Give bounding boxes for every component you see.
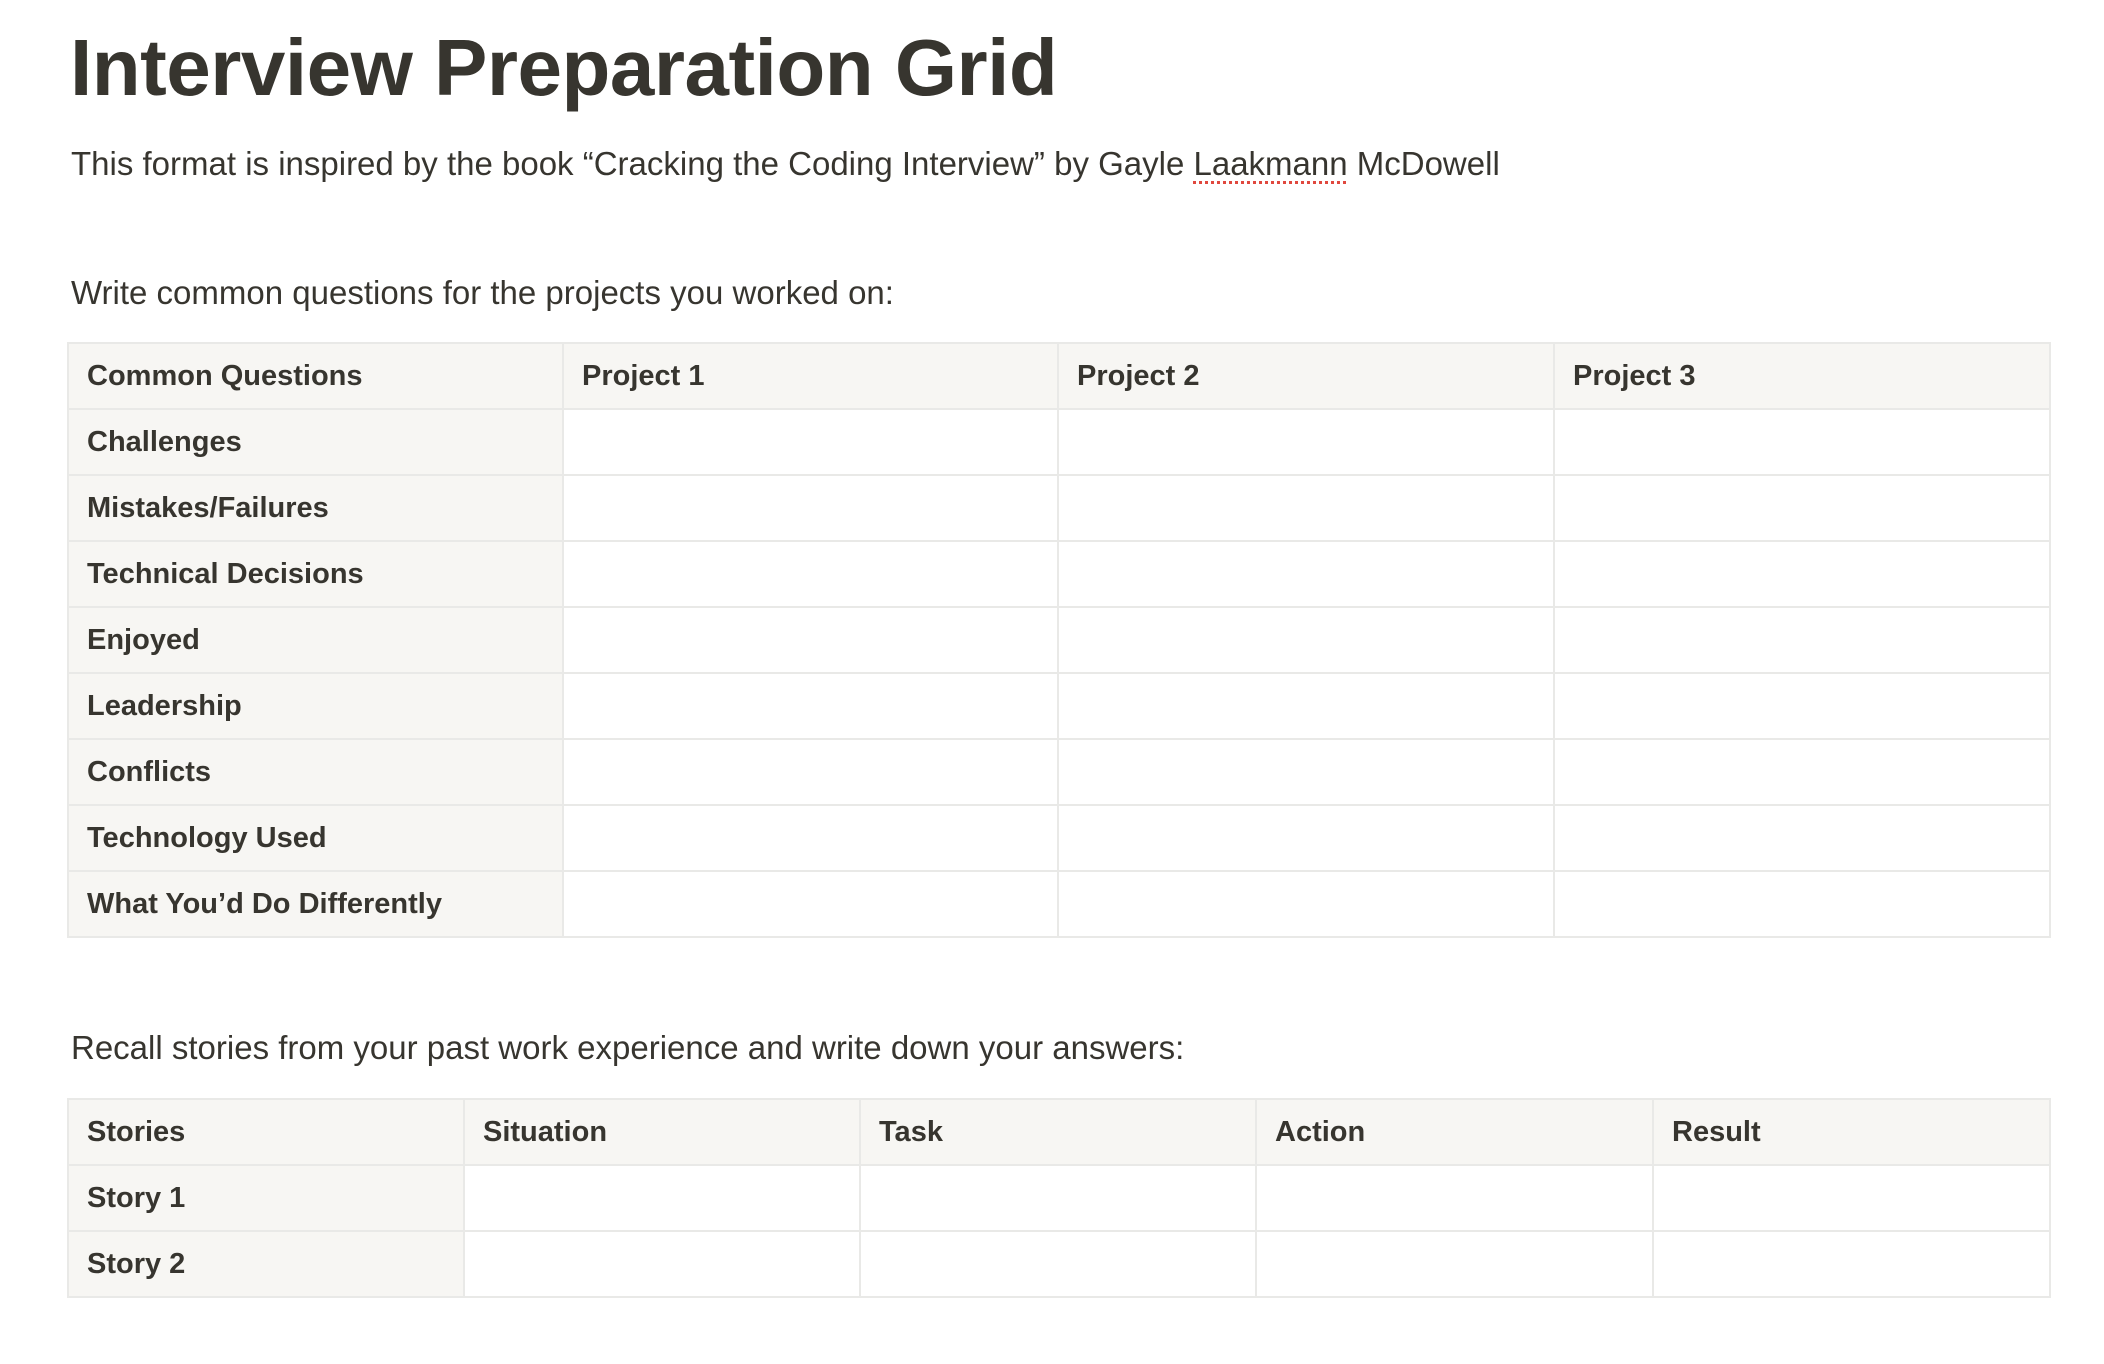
row-label-leadership[interactable]: Leadership bbox=[68, 673, 563, 739]
common-questions-table bbox=[67, 342, 2051, 938]
table-cell[interactable] bbox=[1554, 805, 2050, 871]
table-row bbox=[68, 475, 2050, 541]
row-label-enjoyed[interactable]: Enjoyed bbox=[68, 607, 563, 673]
table-cell[interactable] bbox=[1554, 739, 2050, 805]
table-cell[interactable] bbox=[1554, 607, 2050, 673]
table-row bbox=[68, 1231, 2050, 1297]
table-cell[interactable] bbox=[1058, 541, 1554, 607]
table-cell[interactable] bbox=[1554, 475, 2050, 541]
table-cell[interactable] bbox=[563, 607, 1058, 673]
table-cell[interactable] bbox=[1058, 871, 1554, 937]
row-label-challenges[interactable]: Challenges bbox=[68, 409, 563, 475]
row-label-what-youd-do-differently[interactable]: What You’d Do Differently bbox=[68, 871, 563, 937]
stories-table bbox=[67, 1098, 2051, 1298]
row-label-conflicts[interactable]: Conflicts bbox=[68, 739, 563, 805]
header-cell-project-1[interactable]: Project 1 bbox=[563, 343, 1058, 409]
table-cell[interactable] bbox=[563, 409, 1058, 475]
table-cell[interactable] bbox=[1058, 673, 1554, 739]
table-cell[interactable] bbox=[860, 1231, 1256, 1297]
table-cell[interactable] bbox=[1653, 1165, 2050, 1231]
table-cell[interactable] bbox=[1058, 475, 1554, 541]
table-cell[interactable] bbox=[1256, 1165, 1653, 1231]
table-row bbox=[68, 805, 2050, 871]
table-row bbox=[68, 607, 2050, 673]
questions-prompt[interactable]: Write common questions for the projects you worked on: bbox=[71, 274, 894, 311]
intro-paragraph[interactable] bbox=[71, 142, 1500, 186]
intro-text-before: This format is inspired by the book “Cracking the Coding Interview” by Gayle bbox=[71, 145, 1194, 182]
table-cell[interactable] bbox=[1058, 739, 1554, 805]
row-label-story-1[interactable]: Story 1 bbox=[68, 1165, 464, 1231]
table-cell[interactable] bbox=[1554, 541, 2050, 607]
row-label-technical-decisions[interactable]: Technical Decisions bbox=[68, 541, 563, 607]
intro-text-after: McDowell bbox=[1347, 145, 1500, 182]
row-label-story-2[interactable]: Story 2 bbox=[68, 1231, 464, 1297]
row-label-mistakes-failures[interactable]: Mistakes/Failures bbox=[68, 475, 563, 541]
header-cell-project-2[interactable]: Project 2 bbox=[1058, 343, 1554, 409]
header-cell-project-3[interactable]: Project 3 bbox=[1554, 343, 2050, 409]
table-cell[interactable] bbox=[1554, 871, 2050, 937]
header-cell-result[interactable]: Result bbox=[1653, 1099, 2050, 1165]
table-row bbox=[68, 541, 2050, 607]
header-cell-action[interactable]: Action bbox=[1256, 1099, 1653, 1165]
page-title[interactable]: Interview Preparation Grid bbox=[70, 23, 1058, 112]
table-header-row bbox=[68, 1099, 2050, 1165]
stories-prompt[interactable]: Recall stories from your past work experience and write down your answers: bbox=[71, 1029, 1185, 1066]
table-header-row bbox=[68, 343, 2050, 409]
table-row bbox=[68, 409, 2050, 475]
table-row bbox=[68, 871, 2050, 937]
table-cell[interactable] bbox=[1058, 805, 1554, 871]
table-row bbox=[68, 739, 2050, 805]
table-cell[interactable] bbox=[563, 805, 1058, 871]
table-cell[interactable] bbox=[563, 475, 1058, 541]
misspelled-word[interactable]: Laakmann bbox=[1193, 145, 1348, 182]
table-cell[interactable] bbox=[563, 541, 1058, 607]
table-row bbox=[68, 1165, 2050, 1231]
table-cell[interactable] bbox=[563, 871, 1058, 937]
table-cell[interactable] bbox=[1058, 409, 1554, 475]
header-cell-common-questions[interactable]: Common Questions bbox=[68, 343, 563, 409]
table-cell[interactable] bbox=[1554, 673, 2050, 739]
table-cell[interactable] bbox=[1058, 607, 1554, 673]
table-cell[interactable] bbox=[563, 739, 1058, 805]
header-cell-situation[interactable]: Situation bbox=[464, 1099, 860, 1165]
table-cell[interactable] bbox=[563, 673, 1058, 739]
table-row bbox=[68, 673, 2050, 739]
table-cell[interactable] bbox=[464, 1165, 860, 1231]
table-cell[interactable] bbox=[860, 1165, 1256, 1231]
header-cell-task[interactable]: Task bbox=[860, 1099, 1256, 1165]
table-cell[interactable] bbox=[1256, 1231, 1653, 1297]
row-label-technology-used[interactable]: Technology Used bbox=[68, 805, 563, 871]
table-cell[interactable] bbox=[464, 1231, 860, 1297]
header-cell-stories[interactable]: Stories bbox=[68, 1099, 464, 1165]
table-cell[interactable] bbox=[1554, 409, 2050, 475]
table-cell[interactable] bbox=[1653, 1231, 2050, 1297]
